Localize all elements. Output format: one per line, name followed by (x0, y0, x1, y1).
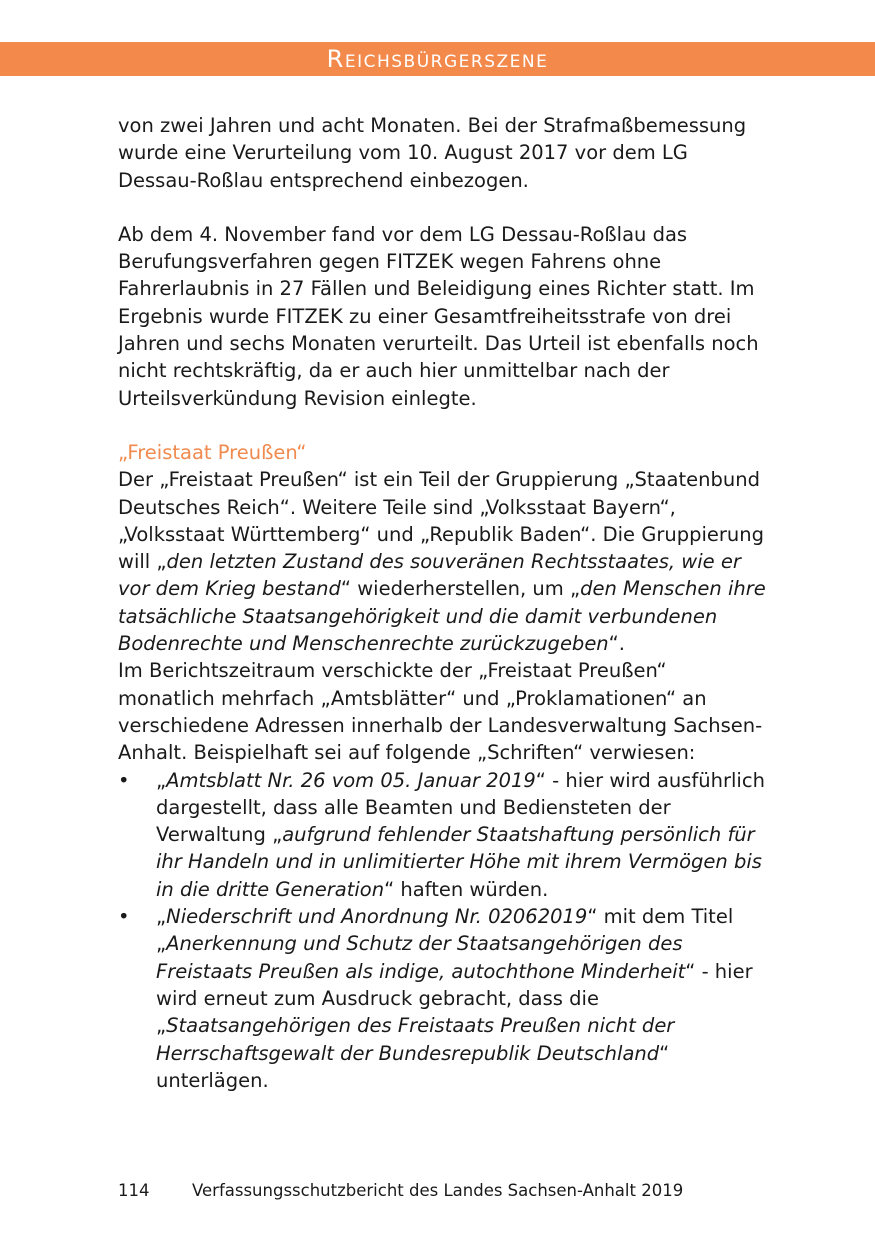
quote-span: Staatsangehörigen des Freistaats Preußen nicht der Herrschaftsgewalt der Bundesrepublik Deutschland (156, 1014, 675, 1065)
quote-span: aufgrund fehlender Staatshaftung persönlich für ihr Handeln und in unlimitierter Höhe mit ihrem Vermögen bis in die dritte Generation (156, 823, 762, 901)
paragraph-2: Ab dem 4. November fand vor dem LG Dessau-Roßlau das Berufungsverfahren gegen FITZEK wegen Fahrens ohne Fahrerlaubnis in 27 Fällen und Beleidigung eines Richter statt. Im Ergebnis wurde FITZEK zu einer Gesamtfreiheitsstrafe von drei Jahren und sechs Monaten verurteilt. Das Urteil ist ebenfalls noch nicht rechtskräftig, da er auch hier unmittelbar nach der Urteilsverkündung Revision einlegte. (118, 222, 759, 410)
text-span: „ (156, 768, 167, 792)
quote-span: den letzten Zustand des souveränen Rechtsstaates, wie er vor dem Krieg bestand (118, 550, 741, 601)
page-footer (118, 1181, 683, 1200)
quote-span: den Menschen ihre tatsächliche Staatsangehörigkeit und die damit verbundenen Bodenrechte und Menschenrechte zurückzugeben (118, 577, 766, 656)
list-item (118, 903, 768, 1094)
bullet-list (118, 767, 768, 1095)
text-span: Der „Freistaat Preußen“ ist ein Teil der Gruppierung „Staatenbund Deutsches Reich“. Weitere Teile sind „Volksstaat Bayern“, „Volksstaat Württemberg“ und „Republik Baden“. Die Gruppierung will „ (118, 468, 765, 574)
text-span: „ (156, 905, 167, 929)
quote-span: Anerkennung und Schutz der Staatsangehörigen des Freistaats Preußen als indige, autochthone Minderheit (156, 932, 686, 983)
publication-title: Verfassungsschutzbericht des Landes Sachsen-Anhalt 2019 (192, 1181, 684, 1200)
text-span: “. (608, 632, 625, 656)
section-header-bar (0, 42, 875, 76)
quote-span: Amtsblatt Nr. 26 vom 05. Januar 2019 (166, 768, 536, 792)
paragraph-3 (118, 466, 768, 657)
text-span: “ wiederherstellen, um „ (340, 577, 581, 601)
bullet-marker: • (118, 768, 130, 792)
page-number: 114 (118, 1181, 150, 1200)
text-span: “ unterlägen. (156, 1041, 670, 1092)
bullet-marker: • (118, 905, 130, 929)
paragraph-1: von zwei Jahren und acht Monaten. Bei der Strafmaßbemessung wurde eine Verurteilung vom 10. August 2017 vor dem LG Dessau-Roßlau entsprechend einbezogen. (118, 114, 747, 192)
quote-span: Niederschrift und Anordnung Nr. 02062019 (166, 905, 588, 929)
paragraph-4: Im Berichtszeitraum verschickte der „Freistaat Preußen“ monatlich mehrfach „Amtsblätter“ und „Proklamationen“ an verschiedene Adressen innerhalb der Landesverwaltung Sachsen-Anhalt. Beispielhaft sei auf folgende „Schriften“ verwiesen: (118, 659, 763, 765)
text-span: “ mit dem Titel „ (156, 905, 734, 956)
paragraph-gap (118, 194, 768, 221)
text-span: “ - hier wird erneut zum Ausdruck gebracht, dass die „ (156, 959, 753, 1038)
section-title: Reichsbürgerszene (326, 45, 549, 73)
paragraph-gap (118, 412, 768, 439)
list-item (118, 767, 768, 903)
subheading-freistaat-preussen: „Freistaat Preußen“ (118, 440, 307, 464)
text-span: “ haften würden. (384, 877, 549, 901)
text-span: “ - hier wird ausführlich dargestellt, dass alle Beamten und Bediensteten der Verwaltung „ (156, 768, 765, 847)
main-content (118, 112, 768, 1094)
